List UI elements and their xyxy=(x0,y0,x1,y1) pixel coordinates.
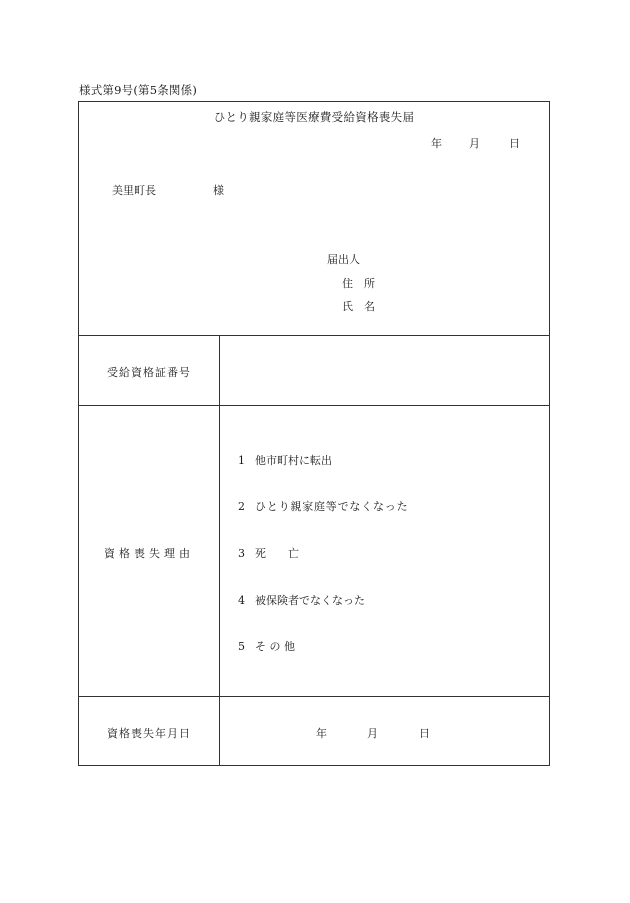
reason-number: 1 xyxy=(238,454,245,467)
reason-text: ひとり親家庭等でなくなった xyxy=(255,500,409,513)
name-label: 氏 名 xyxy=(342,300,375,313)
reason-number: 2 xyxy=(238,500,246,513)
reason-item[interactable] xyxy=(238,545,299,561)
reason-number: 5 xyxy=(238,640,245,653)
reason-text: 被保険者でなくなった xyxy=(255,594,365,607)
divider xyxy=(79,696,549,697)
certificate-number-label: 受給資格証番号 xyxy=(107,366,191,379)
date-year-label: 年 xyxy=(431,137,442,150)
loss-date-label: 資格喪失年月日 xyxy=(107,727,191,740)
notification-form xyxy=(78,101,550,766)
reason-item[interactable] xyxy=(238,592,365,608)
column-divider xyxy=(219,335,220,766)
date-day-label: 日 xyxy=(509,137,520,150)
form-number: 様式第9号(第5条関係) xyxy=(79,83,198,97)
reason-text: そ の 他 xyxy=(255,640,295,653)
reason-number: 3 xyxy=(238,547,245,560)
reason-item[interactable] xyxy=(238,452,332,468)
loss-date-day-label: 日 xyxy=(419,727,430,740)
loss-date-year-label: 年 xyxy=(316,727,327,740)
form-title: ひとり親家庭等医療費受給資格喪失届 xyxy=(213,110,415,124)
divider xyxy=(79,405,549,406)
reason-item[interactable] xyxy=(238,498,408,514)
reason-text: 死 亡 xyxy=(255,547,299,560)
applicant-label: 届出人 xyxy=(327,253,360,266)
addressee: 美里町長 xyxy=(112,184,156,197)
reason-number: 4 xyxy=(238,594,245,607)
reason-text: 他市町村に転出 xyxy=(255,454,332,467)
loss-reason-label: 資格喪失理由 xyxy=(104,547,194,560)
reason-item[interactable] xyxy=(238,638,295,654)
loss-date-month-label: 月 xyxy=(367,727,378,740)
honorific: 様 xyxy=(213,184,224,197)
divider xyxy=(79,335,549,336)
date-month-label: 月 xyxy=(469,137,480,150)
address-label: 住 所 xyxy=(342,277,375,290)
